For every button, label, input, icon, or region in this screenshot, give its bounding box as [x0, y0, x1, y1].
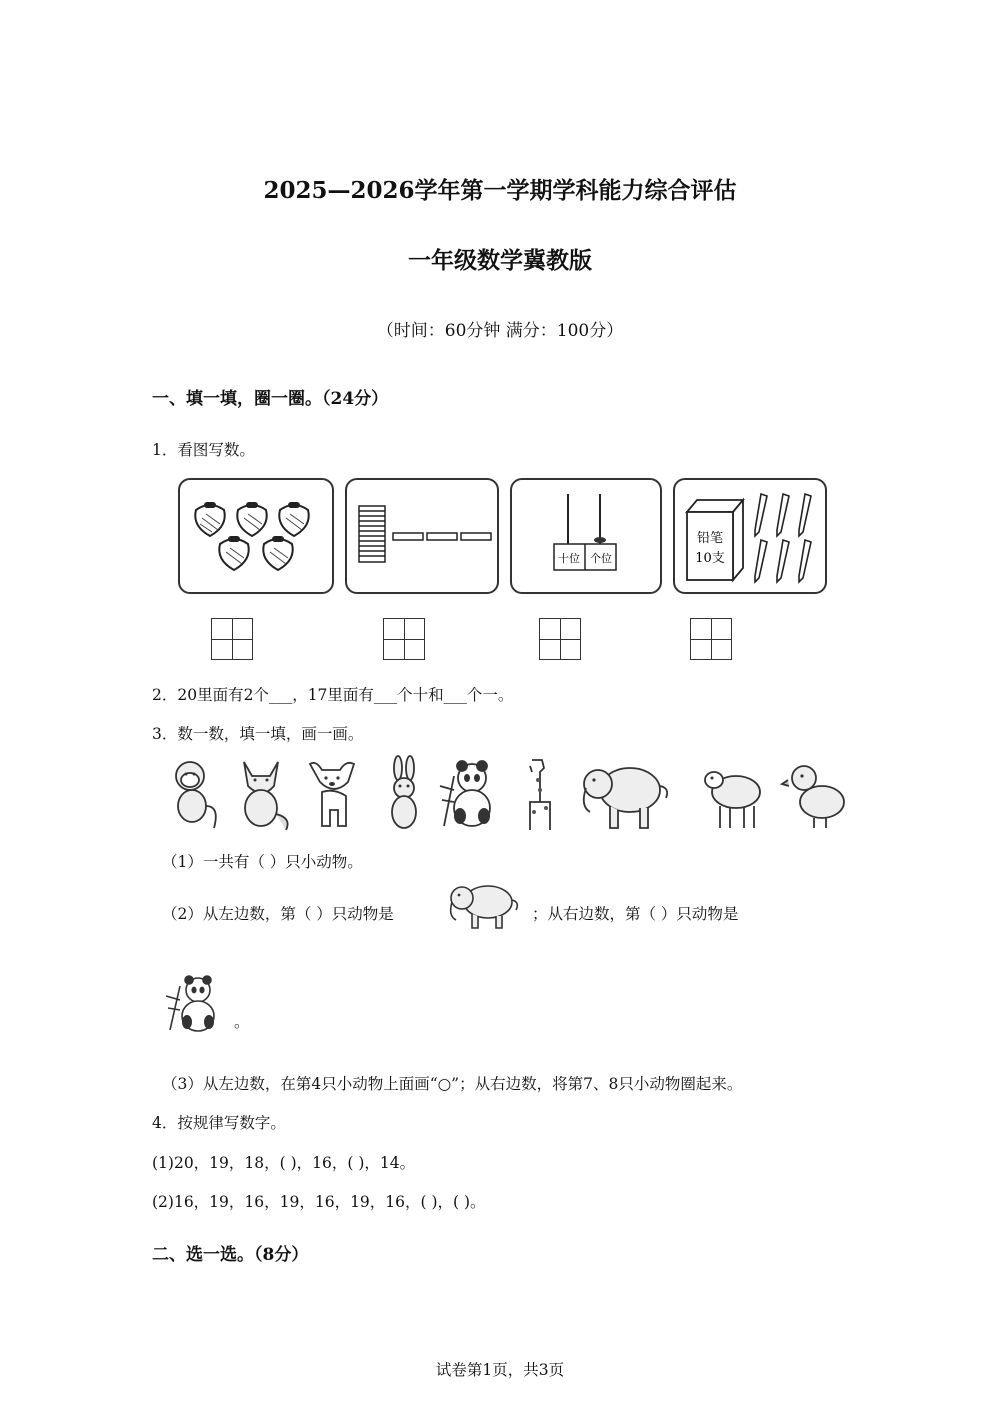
section-heading-2: 二、选一选。（8分） — [152, 1245, 309, 1265]
question-3: 3．数一数，填一填，画一画。 — [152, 725, 364, 743]
question-3-2b: ；从右边数，第（ ）只动物是 — [532, 905, 739, 923]
panda-icon — [162, 972, 226, 1034]
tens-rods-picture — [345, 478, 499, 594]
question-3-2a: （2）从左边数，第（ ）只动物是 — [162, 905, 394, 923]
dog-icon — [300, 756, 364, 832]
strawberry-picture — [178, 478, 334, 594]
question-4: 4．按规律写数字。 — [152, 1114, 286, 1132]
panda-icon — [436, 756, 498, 832]
elephant-icon — [570, 756, 674, 832]
question-3-1: （1）一共有（ ）只小动物。 — [162, 853, 363, 871]
question-2: 2．20里面有2个___，17里面有___个十和___个一。 — [152, 686, 514, 704]
page-title: 2025—2026学年第一学期学科能力综合评估 — [263, 177, 737, 204]
pencil-box-line1: 铅笔 — [696, 531, 724, 546]
question-1: 1．看图写数。 — [152, 441, 255, 459]
abacus-picture — [510, 478, 662, 594]
question-4-1: (1)20，19，18，( )，16，( )，14。 — [152, 1154, 416, 1172]
pencil-box-icon — [675, 480, 825, 592]
sheep-icon — [700, 756, 766, 832]
answer-grid-3[interactable] — [539, 618, 581, 660]
abacus-ones-label: 个位 — [590, 552, 612, 565]
pencil-box-line2: 10支 — [695, 551, 725, 566]
pencil-picture — [673, 478, 827, 594]
page-subtitle: 一年级数学冀教版 — [408, 247, 592, 274]
page-footer: 试卷第1页，共3页 — [435, 1361, 565, 1379]
question-3-3: （3）从左边数，在第4只小动物上面画“○”；从右边数，将第7、8只小动物圈起来。 — [162, 1075, 743, 1093]
question-3-2c: 。 — [234, 1013, 250, 1031]
counting-rods-icon — [347, 480, 497, 592]
elephant-icon — [440, 880, 524, 932]
answer-grid-2[interactable] — [383, 618, 425, 660]
abacus-icon — [512, 480, 660, 592]
giraffe-icon — [518, 756, 560, 832]
rabbit-icon — [380, 756, 428, 832]
answer-grid-1[interactable] — [211, 618, 253, 660]
section-heading-1: 一、填一填，圈一圈。（24分） — [152, 389, 389, 409]
strawberry-icon — [180, 480, 332, 592]
question-4-2: (2)16，19，16，19，16，19，16，( )，( )。 — [152, 1193, 486, 1211]
fox-icon — [230, 756, 292, 832]
chick-icon — [784, 756, 848, 832]
answer-grid-4[interactable] — [690, 618, 732, 660]
exam-meta: （时间：60分钟 满分：100分） — [376, 321, 624, 341]
monkey-icon — [162, 756, 222, 832]
abacus-tens-label: 十位 — [558, 552, 580, 565]
